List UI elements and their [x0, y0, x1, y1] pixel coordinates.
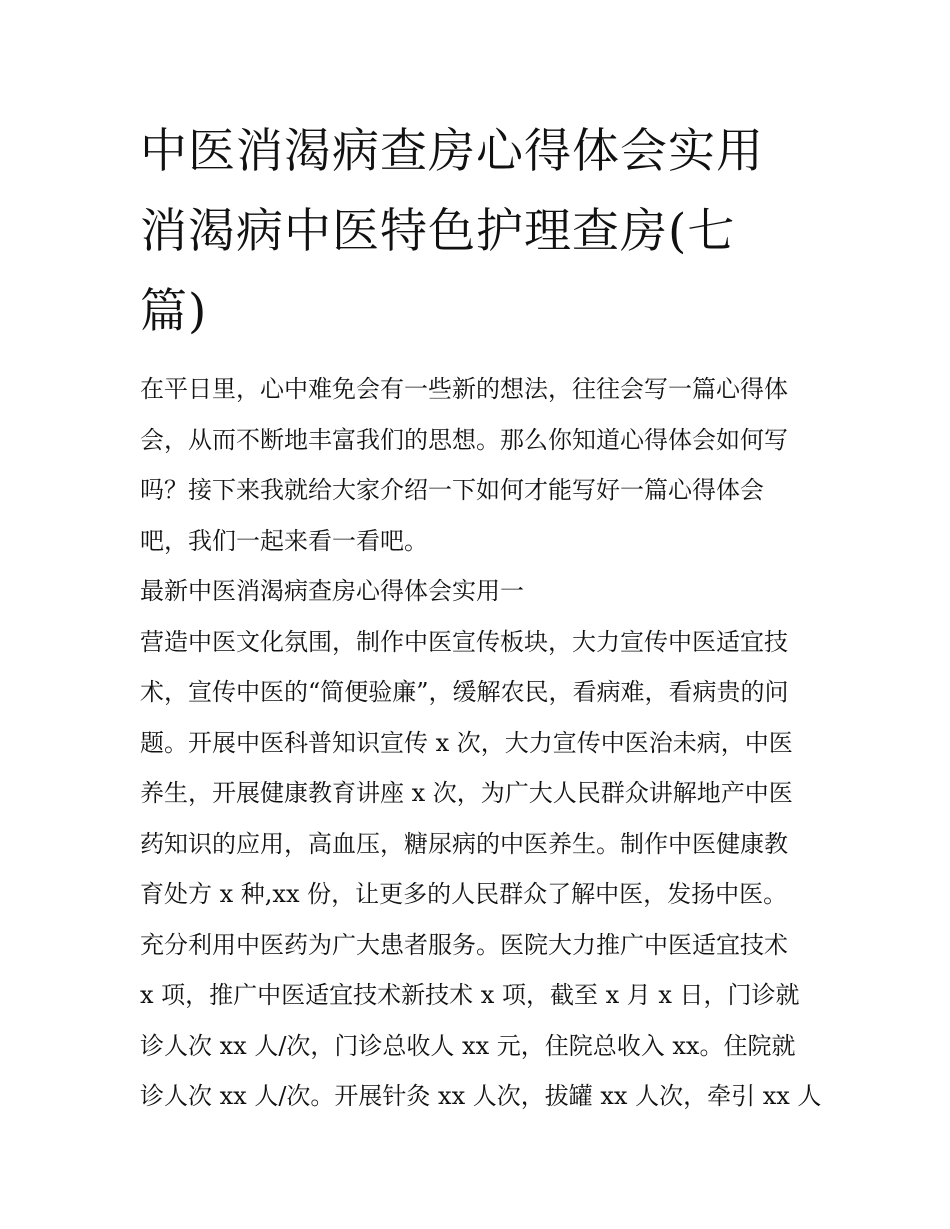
paragraph-line-4: 养生，开展健康教育讲座 x 次，为广大人民群众讲解地产中医	[140, 779, 793, 807]
intro-line-2: 会，从而不断地丰富我们的思想。那么你知道心得体会如何写	[140, 425, 788, 454]
intro-line-1: 在平日里，心中难免会有一些新的想法，往往会写一篇心得体	[140, 375, 788, 403]
paragraph-line-8: x 项，推广中医适宜技术新技术 x 项，截至 x 月 x 日，门诊就	[140, 981, 800, 1009]
document-body	[140, 364, 820, 1122]
title-line-2: 消渴病中医特色护理查房(七	[140, 204, 736, 259]
paragraph-line-3: 题。开展中医科普知识宣传 x 次，大力宣传中医治未病，中医	[140, 728, 793, 757]
paragraph-line-5: 药知识的应用，高血压，糖尿病的中医养生。制作中医健康教	[140, 829, 788, 858]
intro-line-4: 吧，我们一起来看一看吧。	[140, 526, 428, 555]
title-line-3: 篇)	[140, 284, 208, 339]
paragraph-line-2: 术，宣传中医的“简便验廉”，缓解农民，看病难，看病贵的问	[140, 678, 789, 706]
title-line-1: 中医消渴病查房心得体会实用	[140, 124, 764, 179]
section-heading: 最新中医消渴病查房心得体会实用一	[140, 577, 524, 605]
paragraph-line-6: 育处方 x 种,xx 份，让更多的人民群众了解中医，发扬中医。	[140, 880, 788, 908]
document-title	[140, 112, 820, 352]
paragraph-line-9: 诊人次 xx 人/次，门诊总收人 xx 元，住院总收入 xx。住院就	[140, 1031, 796, 1060]
intro-line-3: 吗？接下来我就给大家介绍一下如何才能写好一篇心得体会	[140, 476, 764, 504]
document-content	[140, 112, 820, 1122]
paragraph-line-1: 营造中医文化氛围，制作中医宣传板块，大力宣传中医适宜技	[140, 627, 788, 656]
paragraph-line-10: 诊人次 xx 人/次。开展针灸 xx 人次，拔罐 xx 人次，牵引 xx 人	[140, 1082, 822, 1110]
paragraph-line-7: 充分利用中医药为广大患者服务。医院大力推广中医适宜技术	[140, 930, 788, 959]
